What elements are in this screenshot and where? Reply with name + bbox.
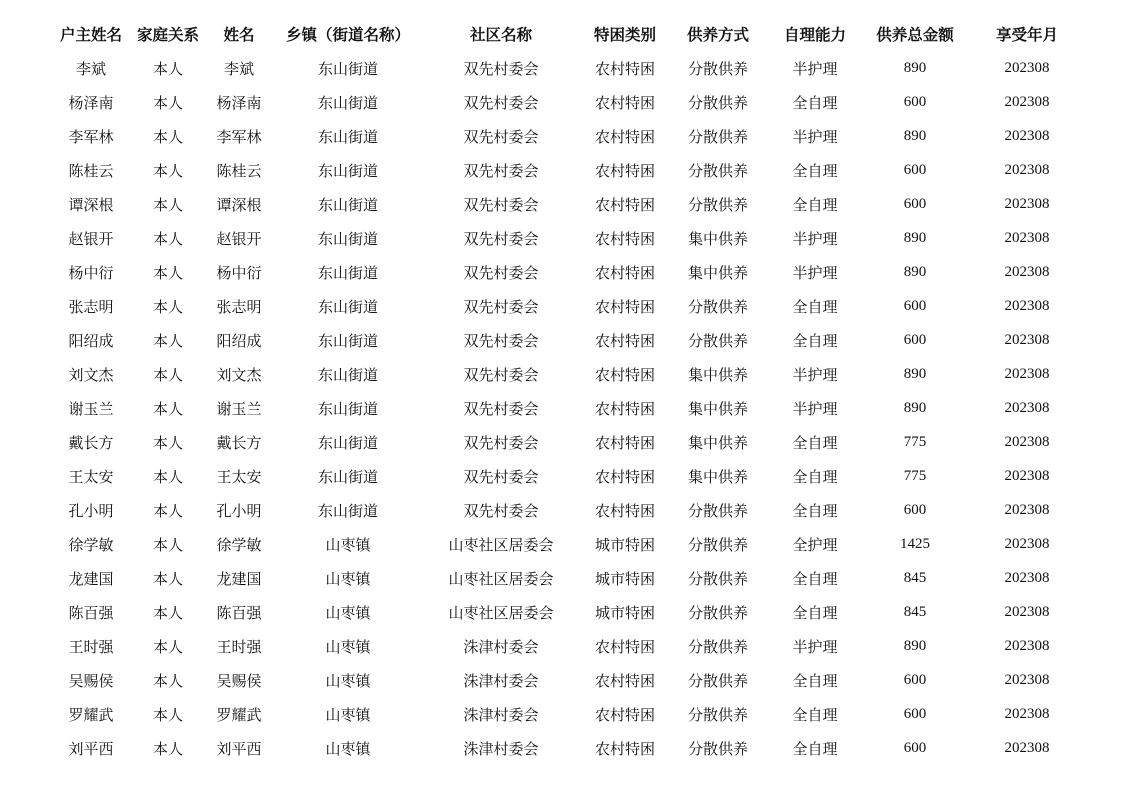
cell-relation: 本人 bbox=[152, 603, 183, 622]
cell-month: 202308 bbox=[1004, 433, 1050, 450]
cell-name: 罗耀武 bbox=[216, 705, 262, 724]
cell-relation: 本人 bbox=[152, 399, 183, 418]
cell-support-mode: 集中供养 bbox=[687, 229, 748, 248]
cell-self-care: 全自理 bbox=[792, 671, 838, 690]
cell-self-care: 全自理 bbox=[792, 705, 838, 724]
cell-relation: 本人 bbox=[152, 501, 183, 520]
header-category: 特困类别 bbox=[593, 26, 656, 44]
cell-name: 杨泽南 bbox=[216, 93, 262, 112]
cell-name: 龙建国 bbox=[216, 569, 262, 588]
assistance-roster-table bbox=[47, 17, 1085, 765]
cell-amount: 845 bbox=[903, 603, 927, 620]
cell-name: 戴长方 bbox=[216, 433, 262, 452]
cell-township: 山枣镇 bbox=[325, 535, 371, 554]
cell-township: 东山街道 bbox=[317, 501, 378, 520]
cell-household-head: 赵银开 bbox=[68, 229, 114, 248]
table-row bbox=[47, 425, 1085, 459]
cell-category: 农村特困 bbox=[594, 331, 655, 350]
cell-name: 陈桂云 bbox=[216, 161, 262, 180]
cell-category: 农村特困 bbox=[594, 705, 655, 724]
cell-relation: 本人 bbox=[152, 569, 183, 588]
cell-amount: 890 bbox=[903, 637, 927, 654]
cell-township: 东山街道 bbox=[317, 59, 378, 78]
cell-month: 202308 bbox=[1004, 705, 1050, 722]
cell-self-care: 全自理 bbox=[792, 569, 838, 588]
cell-month: 202308 bbox=[1004, 637, 1050, 654]
cell-name: 张志明 bbox=[216, 297, 262, 316]
cell-self-care: 全自理 bbox=[792, 739, 838, 758]
cell-name: 杨中衍 bbox=[216, 263, 262, 282]
cell-community: 洙津村委会 bbox=[463, 739, 539, 758]
table-row bbox=[47, 629, 1085, 663]
cell-household-head: 张志明 bbox=[68, 297, 114, 316]
cell-month: 202308 bbox=[1004, 263, 1050, 280]
cell-support-mode: 分散供养 bbox=[687, 535, 748, 554]
cell-self-care: 半护理 bbox=[792, 365, 838, 384]
cell-township: 东山街道 bbox=[317, 365, 378, 384]
cell-township: 山枣镇 bbox=[325, 603, 371, 622]
cell-support-mode: 集中供养 bbox=[687, 399, 748, 418]
cell-support-mode: 集中供养 bbox=[687, 365, 748, 384]
cell-community: 洙津村委会 bbox=[463, 637, 539, 656]
header-township: 乡镇（街道名称） bbox=[285, 26, 410, 44]
cell-support-mode: 分散供养 bbox=[687, 637, 748, 656]
cell-amount: 600 bbox=[903, 501, 927, 518]
cell-household-head: 陈桂云 bbox=[68, 161, 114, 180]
cell-month: 202308 bbox=[1004, 59, 1050, 76]
cell-category: 农村特困 bbox=[594, 433, 655, 452]
cell-month: 202308 bbox=[1004, 229, 1050, 246]
cell-amount: 600 bbox=[903, 297, 927, 314]
cell-relation: 本人 bbox=[152, 535, 183, 554]
cell-month: 202308 bbox=[1004, 399, 1050, 416]
cell-support-mode: 集中供养 bbox=[687, 467, 748, 486]
cell-community: 双先村委会 bbox=[463, 331, 539, 350]
cell-household-head: 刘平西 bbox=[68, 739, 114, 758]
cell-self-care: 全自理 bbox=[792, 603, 838, 622]
cell-self-care: 全自理 bbox=[792, 331, 838, 350]
header-amount: 供养总金额 bbox=[876, 26, 954, 44]
cell-self-care: 全自理 bbox=[792, 433, 838, 452]
cell-community: 双先村委会 bbox=[463, 93, 539, 112]
cell-month: 202308 bbox=[1004, 331, 1050, 348]
table-row bbox=[47, 663, 1085, 697]
header-community: 社区名称 bbox=[469, 26, 532, 44]
cell-amount: 1425 bbox=[900, 535, 930, 552]
cell-support-mode: 分散供养 bbox=[687, 603, 748, 622]
table-row bbox=[47, 85, 1085, 119]
cell-amount: 600 bbox=[903, 93, 927, 110]
table-row bbox=[47, 323, 1085, 357]
cell-township: 山枣镇 bbox=[325, 739, 371, 758]
cell-community: 双先村委会 bbox=[463, 433, 539, 452]
cell-amount: 600 bbox=[903, 671, 927, 688]
cell-household-head: 罗耀武 bbox=[68, 705, 114, 724]
cell-category: 农村特困 bbox=[594, 501, 655, 520]
cell-community: 双先村委会 bbox=[463, 297, 539, 316]
cell-month: 202308 bbox=[1004, 501, 1050, 518]
cell-township: 东山街道 bbox=[317, 93, 378, 112]
cell-household-head: 陈百强 bbox=[68, 603, 114, 622]
table-row bbox=[47, 221, 1085, 255]
table-row bbox=[47, 697, 1085, 731]
cell-amount: 600 bbox=[903, 331, 927, 348]
table-row bbox=[47, 153, 1085, 187]
cell-township: 东山街道 bbox=[317, 433, 378, 452]
cell-month: 202308 bbox=[1004, 195, 1050, 212]
header-row bbox=[47, 17, 1085, 51]
cell-relation: 本人 bbox=[152, 127, 183, 146]
cell-amount: 890 bbox=[903, 399, 927, 416]
cell-category: 城市特困 bbox=[594, 569, 655, 588]
cell-household-head: 李斌 bbox=[75, 59, 106, 78]
cell-self-care: 全自理 bbox=[792, 297, 838, 316]
cell-household-head: 杨中衍 bbox=[68, 263, 114, 282]
cell-month: 202308 bbox=[1004, 739, 1050, 756]
cell-township: 东山街道 bbox=[317, 161, 378, 180]
cell-township: 东山街道 bbox=[317, 297, 378, 316]
cell-community: 双先村委会 bbox=[463, 365, 539, 384]
cell-category: 农村特困 bbox=[594, 161, 655, 180]
cell-household-head: 刘文杰 bbox=[68, 365, 114, 384]
cell-township: 东山街道 bbox=[317, 331, 378, 350]
table-row bbox=[47, 119, 1085, 153]
cell-relation: 本人 bbox=[152, 739, 183, 758]
cell-relation: 本人 bbox=[152, 297, 183, 316]
cell-community: 山枣社区居委会 bbox=[448, 603, 554, 622]
cell-household-head: 徐学敏 bbox=[68, 535, 114, 554]
cell-relation: 本人 bbox=[152, 59, 183, 78]
cell-self-care: 半护理 bbox=[792, 399, 838, 418]
cell-community: 山枣社区居委会 bbox=[448, 535, 554, 554]
cell-category: 农村特困 bbox=[594, 637, 655, 656]
cell-support-mode: 集中供养 bbox=[687, 433, 748, 452]
cell-category: 农村特困 bbox=[594, 195, 655, 214]
table-row bbox=[47, 187, 1085, 221]
cell-category: 农村特困 bbox=[594, 399, 655, 418]
cell-relation: 本人 bbox=[152, 229, 183, 248]
cell-self-care: 半护理 bbox=[792, 263, 838, 282]
cell-self-care: 半护理 bbox=[792, 229, 838, 248]
cell-month: 202308 bbox=[1004, 161, 1050, 178]
cell-household-head: 吴赐侯 bbox=[68, 671, 114, 690]
cell-support-mode: 分散供养 bbox=[687, 195, 748, 214]
header-household-head: 户主姓名 bbox=[59, 26, 122, 44]
cell-category: 农村特困 bbox=[594, 263, 655, 282]
cell-amount: 890 bbox=[903, 365, 927, 382]
table-row bbox=[47, 289, 1085, 323]
cell-household-head: 阳绍成 bbox=[68, 331, 114, 350]
cell-category: 农村特困 bbox=[594, 93, 655, 112]
cell-self-care: 全自理 bbox=[792, 161, 838, 180]
cell-amount: 890 bbox=[903, 59, 927, 76]
cell-amount: 600 bbox=[903, 739, 927, 756]
cell-category: 农村特困 bbox=[594, 297, 655, 316]
cell-household-head: 谢玉兰 bbox=[68, 399, 114, 418]
cell-category: 城市特困 bbox=[594, 535, 655, 554]
cell-amount: 845 bbox=[903, 569, 927, 586]
cell-community: 双先村委会 bbox=[463, 399, 539, 418]
cell-amount: 600 bbox=[903, 195, 927, 212]
cell-category: 城市特困 bbox=[594, 603, 655, 622]
cell-household-head: 王太安 bbox=[68, 467, 114, 486]
table-row bbox=[47, 357, 1085, 391]
cell-month: 202308 bbox=[1004, 467, 1050, 484]
cell-household-head: 谭深根 bbox=[68, 195, 114, 214]
cell-community: 洙津村委会 bbox=[463, 671, 539, 690]
cell-relation: 本人 bbox=[152, 195, 183, 214]
cell-amount: 600 bbox=[903, 161, 927, 178]
cell-support-mode: 分散供养 bbox=[687, 671, 748, 690]
cell-household-head: 杨泽南 bbox=[68, 93, 114, 112]
cell-township: 东山街道 bbox=[317, 263, 378, 282]
cell-relation: 本人 bbox=[152, 433, 183, 452]
cell-category: 农村特困 bbox=[594, 365, 655, 384]
table-row bbox=[47, 255, 1085, 289]
cell-amount: 890 bbox=[903, 263, 927, 280]
cell-community: 双先村委会 bbox=[463, 127, 539, 146]
cell-support-mode: 分散供养 bbox=[687, 705, 748, 724]
cell-amount: 600 bbox=[903, 705, 927, 722]
cell-category: 农村特困 bbox=[594, 59, 655, 78]
cell-self-care: 全自理 bbox=[792, 93, 838, 112]
cell-category: 农村特困 bbox=[594, 671, 655, 690]
cell-household-head: 王时强 bbox=[68, 637, 114, 656]
cell-name: 陈百强 bbox=[216, 603, 262, 622]
table-body bbox=[47, 51, 1085, 765]
cell-township: 东山街道 bbox=[317, 195, 378, 214]
cell-relation: 本人 bbox=[152, 331, 183, 350]
cell-category: 农村特困 bbox=[594, 229, 655, 248]
cell-name: 王时强 bbox=[216, 637, 262, 656]
cell-township: 山枣镇 bbox=[325, 637, 371, 656]
cell-self-care: 全自理 bbox=[792, 195, 838, 214]
table-row bbox=[47, 391, 1085, 425]
cell-household-head: 孔小明 bbox=[68, 501, 114, 520]
cell-support-mode: 分散供养 bbox=[687, 501, 748, 520]
table-row bbox=[47, 459, 1085, 493]
cell-name: 吴赐侯 bbox=[216, 671, 262, 690]
cell-amount: 890 bbox=[903, 229, 927, 246]
cell-name: 刘平西 bbox=[216, 739, 262, 758]
cell-support-mode: 分散供养 bbox=[687, 569, 748, 588]
cell-relation: 本人 bbox=[152, 93, 183, 112]
cell-month: 202308 bbox=[1004, 365, 1050, 382]
cell-name: 谭深根 bbox=[216, 195, 262, 214]
cell-support-mode: 分散供养 bbox=[687, 93, 748, 112]
cell-relation: 本人 bbox=[152, 637, 183, 656]
table-row bbox=[47, 493, 1085, 527]
cell-name: 李斌 bbox=[223, 59, 254, 78]
cell-name: 李军林 bbox=[216, 127, 262, 146]
cell-support-mode: 分散供养 bbox=[687, 331, 748, 350]
header-support-mode: 供养方式 bbox=[686, 26, 749, 44]
cell-name: 刘文杰 bbox=[216, 365, 262, 384]
cell-month: 202308 bbox=[1004, 569, 1050, 586]
cell-month: 202308 bbox=[1004, 535, 1050, 552]
cell-category: 农村特困 bbox=[594, 127, 655, 146]
cell-amount: 775 bbox=[903, 433, 927, 450]
cell-community: 双先村委会 bbox=[463, 59, 539, 78]
cell-relation: 本人 bbox=[152, 705, 183, 724]
cell-household-head: 戴长方 bbox=[68, 433, 114, 452]
cell-township: 东山街道 bbox=[317, 127, 378, 146]
cell-category: 农村特困 bbox=[594, 467, 655, 486]
cell-support-mode: 集中供养 bbox=[687, 263, 748, 282]
cell-community: 双先村委会 bbox=[463, 467, 539, 486]
cell-name: 王太安 bbox=[216, 467, 262, 486]
header-name: 姓名 bbox=[223, 26, 255, 44]
cell-support-mode: 分散供养 bbox=[687, 297, 748, 316]
cell-self-care: 全自理 bbox=[792, 501, 838, 520]
cell-household-head: 龙建国 bbox=[68, 569, 114, 588]
cell-month: 202308 bbox=[1004, 297, 1050, 314]
cell-community: 双先村委会 bbox=[463, 195, 539, 214]
cell-self-care: 全自理 bbox=[792, 467, 838, 486]
cell-community: 双先村委会 bbox=[463, 501, 539, 520]
cell-month: 202308 bbox=[1004, 127, 1050, 144]
cell-township: 山枣镇 bbox=[325, 671, 371, 690]
cell-month: 202308 bbox=[1004, 93, 1050, 110]
cell-community: 洙津村委会 bbox=[463, 705, 539, 724]
cell-self-care: 半护理 bbox=[792, 59, 838, 78]
cell-relation: 本人 bbox=[152, 161, 183, 180]
cell-category: 农村特困 bbox=[594, 739, 655, 758]
cell-township: 东山街道 bbox=[317, 467, 378, 486]
cell-support-mode: 分散供养 bbox=[687, 127, 748, 146]
table-row bbox=[47, 595, 1085, 629]
cell-support-mode: 分散供养 bbox=[687, 161, 748, 180]
cell-name: 阳绍成 bbox=[216, 331, 262, 350]
cell-amount: 775 bbox=[903, 467, 927, 484]
cell-support-mode: 分散供养 bbox=[687, 739, 748, 758]
cell-township: 东山街道 bbox=[317, 229, 378, 248]
table-row bbox=[47, 731, 1085, 765]
cell-self-care: 全护理 bbox=[792, 535, 838, 554]
cell-relation: 本人 bbox=[152, 467, 183, 486]
cell-month: 202308 bbox=[1004, 603, 1050, 620]
cell-self-care: 半护理 bbox=[792, 637, 838, 656]
cell-self-care: 半护理 bbox=[792, 127, 838, 146]
cell-relation: 本人 bbox=[152, 263, 183, 282]
table-row bbox=[47, 527, 1085, 561]
header-month: 享受年月 bbox=[995, 26, 1058, 44]
cell-community: 双先村委会 bbox=[463, 263, 539, 282]
table-row bbox=[47, 561, 1085, 595]
cell-community: 山枣社区居委会 bbox=[448, 569, 554, 588]
cell-community: 双先村委会 bbox=[463, 161, 539, 180]
header-self-care: 自理能力 bbox=[783, 26, 846, 44]
cell-month: 202308 bbox=[1004, 671, 1050, 688]
cell-name: 赵银开 bbox=[216, 229, 262, 248]
cell-name: 谢玉兰 bbox=[216, 399, 262, 418]
cell-township: 山枣镇 bbox=[325, 705, 371, 724]
cell-township: 东山街道 bbox=[317, 399, 378, 418]
cell-household-head: 李军林 bbox=[68, 127, 114, 146]
cell-relation: 本人 bbox=[152, 671, 183, 690]
header-relation: 家庭关系 bbox=[136, 26, 199, 44]
table-row bbox=[47, 51, 1085, 85]
cell-community: 双先村委会 bbox=[463, 229, 539, 248]
cell-amount: 890 bbox=[903, 127, 927, 144]
cell-support-mode: 分散供养 bbox=[687, 59, 748, 78]
cell-relation: 本人 bbox=[152, 365, 183, 384]
cell-name: 徐学敏 bbox=[216, 535, 262, 554]
cell-name: 孔小明 bbox=[216, 501, 262, 520]
cell-township: 山枣镇 bbox=[325, 569, 371, 588]
